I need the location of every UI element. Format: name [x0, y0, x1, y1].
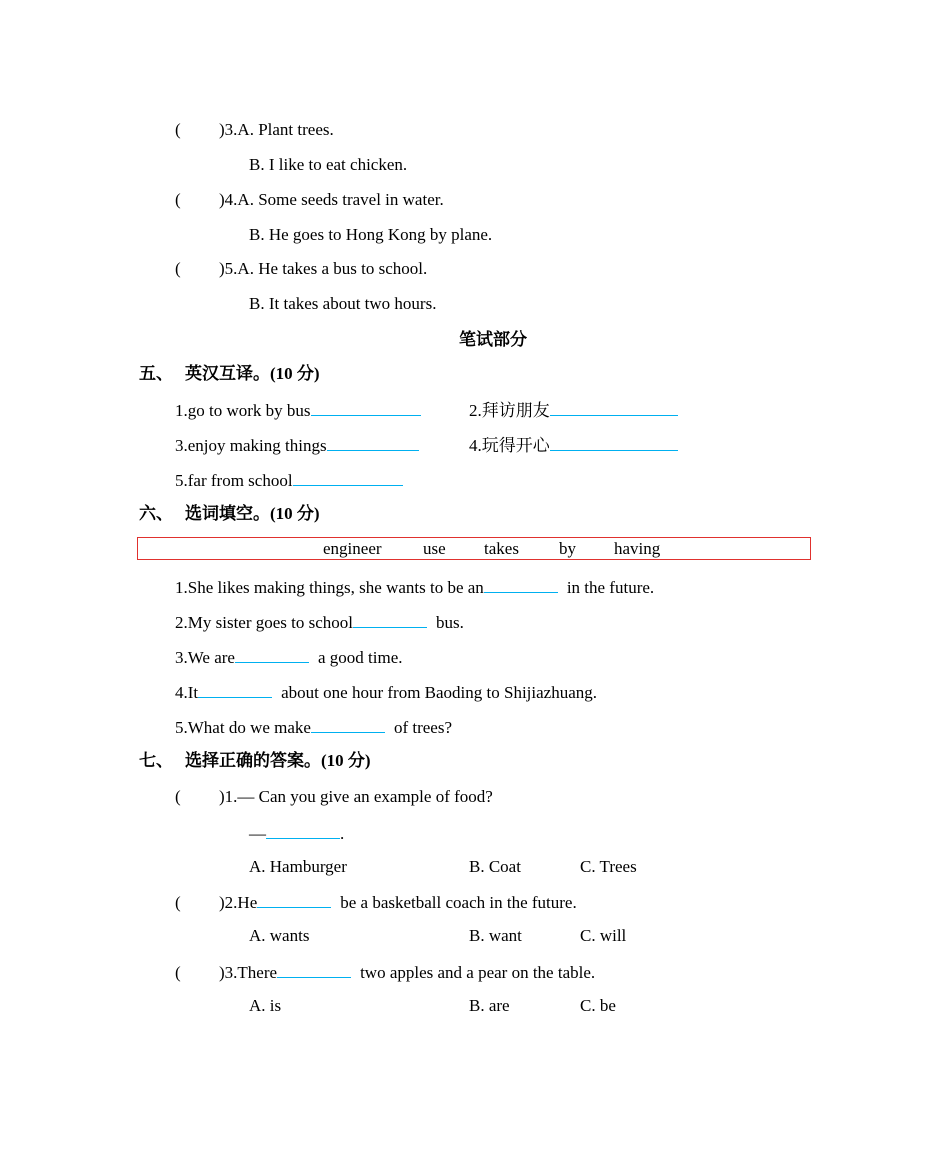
- translation-item-1: [175, 398, 421, 422]
- item-text: 3.We are: [175, 648, 235, 667]
- question-text: two apples and a pear on the table.: [360, 963, 596, 982]
- answer-blank[interactable]: [198, 680, 272, 698]
- choice-option-b[interactable]: B. want: [469, 926, 522, 945]
- fill-item-2: [175, 610, 464, 634]
- word-bank-item: use: [423, 539, 446, 558]
- answer-blank[interactable]: [311, 398, 421, 416]
- item-text: 1.She likes making things, she wants to be an: [175, 578, 484, 597]
- period: .: [340, 824, 345, 843]
- question-5: [175, 258, 427, 280]
- fill-item-3: [175, 645, 403, 669]
- option-b: B. It takes about two hours.: [249, 294, 437, 313]
- section-6-heading: [139, 503, 320, 525]
- answer-blank[interactable]: [311, 715, 385, 733]
- item-text: a good time.: [317, 648, 403, 667]
- word-bank-item: takes: [484, 539, 519, 558]
- choice-question-3: [175, 960, 595, 984]
- item-text: 2.My sister goes to school: [175, 613, 354, 632]
- question-4: [175, 189, 444, 211]
- section-number: 六、: [139, 504, 173, 523]
- translation-item-4: [469, 433, 678, 457]
- answer-blank[interactable]: [257, 890, 331, 908]
- answer-paren[interactable]: (: [175, 963, 181, 982]
- translation-item-3: [175, 433, 419, 457]
- option-b: B. He goes to Hong Kong by plane.: [249, 225, 493, 244]
- choice-option-c[interactable]: C. be: [580, 996, 616, 1015]
- section-title: 选词填空。(10 分): [185, 504, 320, 523]
- fill-item-1: [175, 575, 654, 599]
- written-part-title: 笔试部分: [459, 330, 527, 349]
- item-text: 2.拜访朋友: [469, 401, 550, 420]
- answer-paren[interactable]: (: [175, 190, 181, 209]
- question-text: )5.A. He takes a bus to school.: [219, 259, 428, 278]
- answer-blank[interactable]: [327, 433, 419, 451]
- question-3: [175, 119, 334, 141]
- section-5-heading: [139, 363, 320, 385]
- section-title: 选择正确的答案。(10 分): [185, 751, 371, 770]
- item-text: 4.玩得开心: [469, 436, 550, 455]
- question-text: )3.There: [219, 963, 278, 982]
- word-bank-item: engineer: [323, 539, 382, 558]
- answer-blank[interactable]: [277, 960, 351, 978]
- answer-blank[interactable]: [353, 610, 427, 628]
- answer-paren[interactable]: (: [175, 259, 181, 278]
- choice-option-a[interactable]: A. wants: [249, 926, 310, 945]
- section-number: 五、: [139, 364, 173, 383]
- word-bank-item: having: [614, 539, 661, 558]
- choice-option-a[interactable]: A. Hamburger: [249, 857, 347, 876]
- word-bank-item: by: [559, 539, 576, 558]
- item-text: of trees?: [393, 718, 453, 737]
- item-text: 1.go to work by bus: [175, 401, 311, 420]
- choice-option-c[interactable]: C. will: [580, 926, 627, 945]
- answer-paren[interactable]: (: [175, 787, 181, 806]
- question-text: be a basketball coach in the future.: [340, 893, 577, 912]
- item-text: 4.It: [175, 683, 199, 702]
- choice-question-1: [175, 786, 493, 808]
- option-b: B. I like to eat chicken.: [249, 155, 408, 174]
- answer-paren[interactable]: (: [175, 120, 181, 139]
- choice-option-a[interactable]: A. is: [249, 996, 282, 1015]
- item-text: 5.far from school: [175, 471, 293, 490]
- answer-blank[interactable]: [550, 398, 678, 416]
- item-text: in the future.: [566, 578, 655, 597]
- question-text: )2.He: [219, 893, 258, 912]
- word-bank-box: [137, 537, 811, 560]
- answer-blank[interactable]: [235, 645, 309, 663]
- question-text: )3.A. Plant trees.: [219, 120, 334, 139]
- item-text: 3.enjoy making things: [175, 436, 327, 455]
- fill-item-5: [175, 715, 452, 739]
- answer-blank[interactable]: [484, 575, 558, 593]
- choice-option-b[interactable]: B. are: [469, 996, 510, 1015]
- section-title: 英汉互译。(10 分): [185, 364, 320, 383]
- choice-option-c[interactable]: C. Trees: [580, 857, 637, 876]
- item-text: 5.What do we make: [175, 718, 311, 737]
- answer-paren[interactable]: (: [175, 893, 181, 912]
- answer-blank[interactable]: [266, 821, 340, 839]
- question-text: )1.— Can you give an example of food?: [219, 787, 493, 806]
- fill-item-4: [175, 680, 597, 704]
- translation-item-5: [175, 468, 403, 492]
- choice-question-2: [175, 890, 577, 914]
- dash: —: [249, 824, 266, 843]
- choice-option-b[interactable]: B. Coat: [469, 857, 521, 876]
- question-text: )4.A. Some seeds travel in water.: [219, 190, 444, 209]
- section-number: 七、: [139, 751, 173, 770]
- item-text: bus.: [436, 613, 464, 632]
- answer-line: [249, 821, 344, 845]
- translation-item-2: [469, 398, 678, 422]
- section-7-heading: [139, 750, 371, 772]
- item-text: about one hour from Baoding to Shijiazhuang.: [281, 683, 598, 702]
- answer-blank[interactable]: [550, 433, 678, 451]
- answer-blank[interactable]: [293, 468, 403, 486]
